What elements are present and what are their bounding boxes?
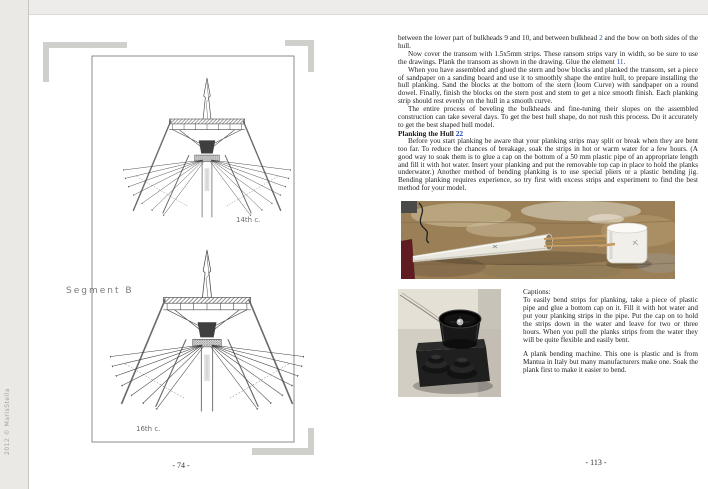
- body-text-column: [398, 35, 698, 397]
- page-number-right: - 113 -: [585, 458, 607, 467]
- diagram-label-14th-century: 14th c.: [236, 216, 261, 224]
- section-heading-planking: Planking the Hull 22: [398, 128, 464, 138]
- diagram-label-16th-century: 16th c.: [136, 425, 161, 433]
- mast-diagram-16th-century: [112, 250, 302, 412]
- photo-plank-bending-machine: [398, 289, 501, 397]
- caption-row: [398, 289, 698, 397]
- right-page: [354, 0, 708, 489]
- photo-pipe-soaking-rig: [401, 201, 675, 279]
- caption-bending-machine: A plank bending machine. This one is plastic and is from Mantua in Italy but many manufacturers make one. Soak the plank first to make it easier to bend.: [523, 350, 698, 375]
- captions-column: [523, 289, 698, 397]
- copyright-edge-text: 2012 © MarisStella: [4, 387, 11, 455]
- paragraph-soaking: Before you start planking be aware that your planking strips may split or break when they are bent too far. To reduce the chances of breakage, soak the strips in hot or warm water for a few hours. (A good way to soak them is to glue a cap on the bottom of a 50 mm plastic pipe of an appropriate length and fill it with hot water. Insert your planking and put the removable top cap in place to hold the planks underwater.) Another method of bending planking is to use special pliers or a plastic bending jig. Bending planking requires experience, so try first with excess strips and experiment to find the best method for your model.: [398, 136, 698, 193]
- paragraph-beveling: The entire process of beveling the bulkheads and fine-tuning their slopes on the assembled construction can take several days. To get the best hull shape, do not rush this process. Do it accurately to get the best shaped hull model.: [398, 105, 698, 129]
- diagram-label-segment-b: Segment B: [66, 286, 134, 296]
- crop-mark-brackets: [43, 40, 314, 455]
- mast-rigging-diagram: [32, 16, 354, 476]
- chapter-reference: 22: [455, 128, 464, 138]
- caption-bending-strips: To easily bend strips for planking, take a piece of plastic pipe and glue a bottom cap on it. Fill it with hot water and put your planking strips in the pipe. Put the cap on to hold the strips down in the water and leave for two or three hours. When you pull the planks strips from the water they will be quite flexible and easily bent.: [523, 296, 698, 344]
- paragraph-bulkheads: between the lower part of bulkheads 9 and 10, and between bulkhead 2 and the bow on both sides of the hull.: [398, 34, 698, 50]
- paragraph-transom: Now cover the transom with 1.5x5mm strips. These ransom strips vary in width, so be sure to use the drawings. Plank the transom as shown in the drawing. Glue the element 11.: [398, 49, 698, 66]
- part-reference: 2: [599, 34, 603, 42]
- captions-heading: Captions:: [523, 288, 551, 297]
- left-page: [32, 16, 354, 476]
- part-reference: 11: [616, 57, 624, 66]
- paragraph-sanding: When you have assembled and glued the stern and bow blocks and planked the transom, set a piece of sandpaper on a sanding board and use it to smoothly shape the entire hull, to prepare installing the hull planking. Sand the blocks at the bottom of the stern (loom Curve) with sandpaper on a round dowel. Finally, finish the blocks on the stern post and stem to get a nice smooth finish. Each planking strip should rest evenly on the hull in a smooth curve.: [398, 65, 698, 106]
- mast-diagram-14th-century: [125, 78, 289, 217]
- page-number-left: - 74 -: [172, 461, 190, 470]
- plan-frame: [92, 56, 294, 442]
